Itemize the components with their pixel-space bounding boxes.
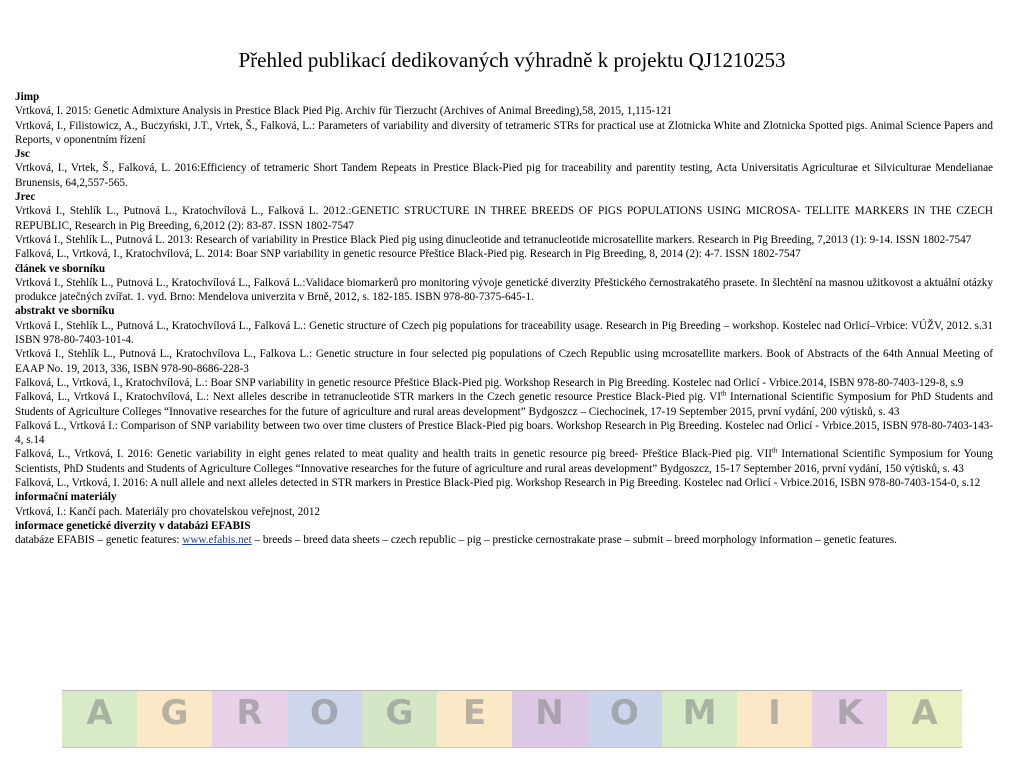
banner-segment — [437, 691, 512, 747]
banner-letter: O — [310, 693, 339, 733]
efabis-link[interactable]: www.efabis.net — [182, 534, 252, 547]
banner-letter: G — [160, 693, 189, 733]
efabis-entry: databáze EFABIS – genetic features: www.efabis.net – breeds – breed data sheets – czech republic – pig – presticke cernostrakate prase – submit – breed morphology information – genetic features. — [15, 534, 897, 547]
banner-letter: K — [836, 693, 863, 733]
banner-segment — [737, 691, 812, 747]
publication-entry: Vrtková I., Stehlík L., Putnová L., Kratochvílová L., Falková L.:Validace biomarkerů pro monitoring vývoje genetické diverzity Přeštického černostrakatého prasete. In šlechtění na masnou užitkovost a aktuální otázky produkce jatečných zvířat. 1. vyd. Brno: Mendelova univerzita v Brně, 2012, s. 182-185. ISBN 978-80-7375-645-1. — [15, 276, 993, 304]
banner-segment — [137, 691, 212, 747]
banner-segment — [287, 691, 362, 747]
banner-segment — [887, 691, 962, 747]
superscript: th — [720, 389, 727, 398]
section-heading: článek ve sborníku — [15, 262, 106, 275]
publication-entry: Falková, L., Vrtková I., Kratochvílová, L.: Next alleles describe in tetranucleotide STR markers in the Czech genetic resource Prestice Black-Pied pig. VIth International Scientific Symposium for PhD Students and Students of Agriculture Colleges “Innovative researches for the future of agriculture and rural areas development” Bydgoszcz – Ciechocinek, 17-19 September 2015, první vydání, 200 výtisků, s. 43 — [15, 389, 993, 418]
banner-letter: I — [768, 693, 781, 733]
publication-entry: Falková, L., Vrtková, I. 2016: A null allele and next alleles detected in STR markers in Prestice Black-Pied pig. Workshop Research in Pig Breeding. Kostelec nad Orlicí - Vrbice.2016, ISBN 978-80-7403-154-0, s.12 — [15, 477, 981, 490]
publication-list — [15, 90, 993, 548]
section-heading: Jsc — [15, 148, 30, 161]
banner-segment — [662, 691, 737, 747]
banner-segment — [812, 691, 887, 747]
banner-letter: N — [535, 693, 564, 733]
banner-letter: M — [682, 693, 717, 733]
section-heading: abstrakt ve sborníku — [15, 305, 115, 318]
publication-entry: Falková, L., Vrtková, I. 2016: Genetic variability in eight genes related to meat quality and health traits in genetic resource pig breed- Přeštice Black-Pied pig. VIIth International Scientific Symposium for Young Scientists, PhD Students and Students of Agriculture Colleges “Innovative researches for the future of agriculture and rural areas development” Bydgoszcz, 15-17 September 2016, první vydání, 150 výtisků, s. 43 — [15, 446, 993, 475]
publication-entry: Vrtková, I.: Kančí pach. Materiály pro chovatelskou veřejnost, 2012 — [15, 505, 321, 518]
publication-entry: Vrtková, I., Filistowicz, A., Buczyński, J.T., Vrtek, Š., Falková, L.: Parameters of variability and diversity of tetrameric STRs for practical use at Zlotnicka White and Zlotnicka Spotted pigs. Animal Science Papers and Reports, v oponentním řízení — [15, 119, 993, 146]
section-heading: Jrec — [15, 191, 36, 204]
publication-entry: Vrtková I., Stehlík L., Putnová L., Kratochvílová L., Falková L. 2012.:GENETIC STRUCTURE IN THREE BREEDS OF PIGS POPULATIONS USING MICROSA- TELLITE MARKERS IN THE CZECH REPUBLIC, Research in Pig Breeding, 6,2012 (2): 83-87. ISSN 1802-7547 — [15, 205, 993, 232]
publication-entry: Vrtková, I. 2015: Genetic Admixture Analysis in Prestice Black Pied Pig. Archiv für Tierzucht (Archives of Animal Breeding),58, 2015, 1,115-121 — [15, 105, 673, 118]
banner-letter: A — [86, 693, 113, 733]
publication-entry: Vrtková I., Stehlík L., Putnová L., Kratochvílova L., Falkova L.: Genetic structure in four selected pig populations of Czech Republic using mcrosatellite markers. Book of Abstracts of the 64th Annual Meeting of EAAP No. 19, 2013, 336, ISBN 978-90-8686-228-3 — [15, 348, 993, 375]
banner-segment — [62, 691, 137, 747]
section-heading: informace genetické diverzity v databázi EFABIS — [15, 519, 251, 532]
banner-letter: G — [385, 693, 414, 733]
superscript: th — [771, 446, 778, 455]
banner-letter: A — [911, 693, 938, 733]
banner-segment — [512, 691, 587, 747]
publication-entry: Vrtková I., Stehlík L., Putnová L., Kratochvílová L., Falková L.: Genetic structure of Czech pig populations for traceability usage. Research in Pig Breeding – workshop. Kostelec nad Orlicí–Vrbice: VÚŽV, 2012. s.31 ISBN 978-80-7403-101-4. — [15, 319, 993, 347]
agrogenomika-banner — [62, 690, 962, 748]
banner-letter: R — [236, 693, 263, 733]
banner-letter: O — [610, 693, 639, 733]
section-heading: Jimp — [15, 91, 40, 103]
publication-entry: Falková L., Vrtková I.: Comparison of SNP variability between two over time clusters of Prestice Black-Pied pig boars. Workshop Research in Pig Breeding. Kostelec nad Orlicí - Vrbice.2015, ISBN 978-80-7403-143-4, s.14 — [15, 419, 993, 447]
publication-entry: Vrtková I., Stehlík L., Putnová L. 2013: Research of variability in Prestice Black Pied pig using dinucleotide and tetranucleotide microsatellite markers. Research in Pig Breeding, 7,2013 (1): 9-14. ISSN 1802-7547 — [15, 233, 972, 246]
section-heading: informační materiály — [15, 491, 117, 504]
publication-entry: Falková, L., Vrtková, I., Kratochvílová, L. 2014: Boar SNP variability in genetic resource Přeštice Black-Pied pig. Research in Pig Breeding, 8, 2014 (2): 4-7. ISSN 1802-7547 — [15, 248, 801, 261]
publication-entry: Falková, L., Vrtková, I., Kratochvílová, L.: Boar SNP variability in genetic resource Přeštice Black-Pied pig. Workshop Research in Pig Breeding. Kostelec nad Orlicí - Vrbice.2014, ISBN 978-80-7403-129-8, s.9 — [15, 376, 964, 389]
banner-segment — [212, 691, 287, 747]
banner-segment — [587, 691, 662, 747]
publication-entry: Vrtková, I., Vrtek, Š., Falková, L. 2016:Efficiency of tetrameric Short Tandem Repeats in Prestice Black-Pied pig for traceability and parentity testing, Acta Universitatis Agriculturae et Silviculturae Mendelianae Brunensis, 64,2,557-565. — [15, 162, 993, 189]
banner-letter: E — [462, 693, 487, 733]
page-title: Přehled publikací dedikovaných výhradně k projektu QJ1210253 — [238, 48, 786, 72]
banner-segment — [362, 691, 437, 747]
